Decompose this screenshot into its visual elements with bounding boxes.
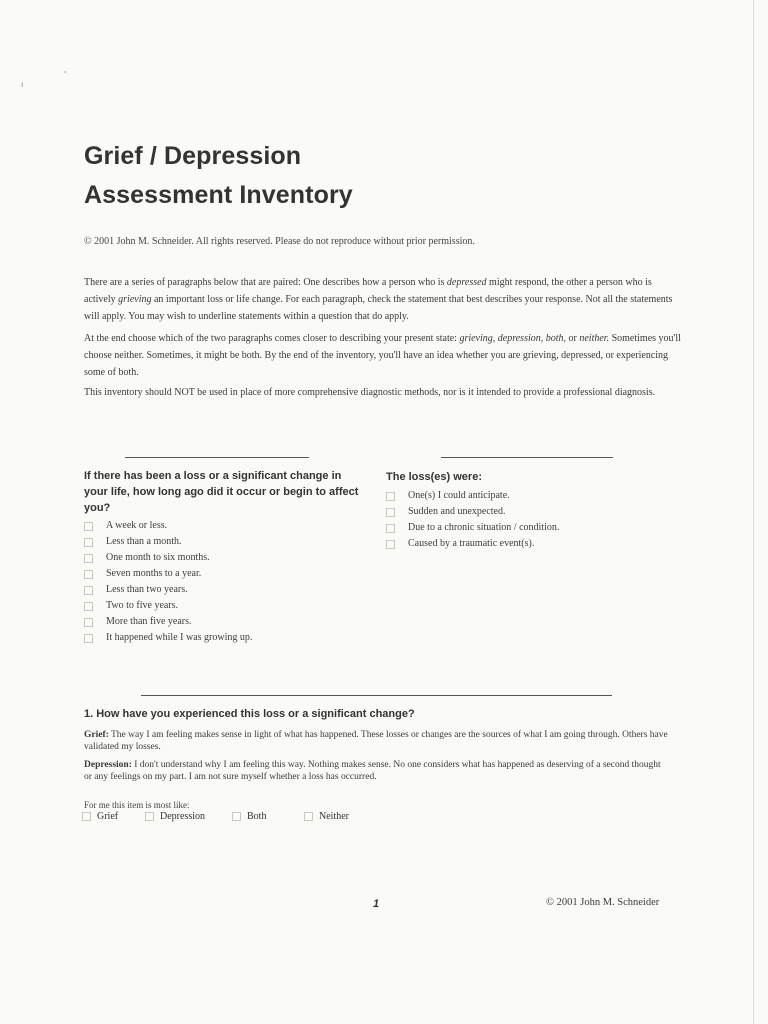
checkbox[interactable] bbox=[386, 524, 395, 533]
neither-checkbox[interactable] bbox=[304, 812, 313, 821]
footer-copyright: © 2001 John M. Schneider bbox=[546, 897, 660, 908]
loss-timing-option-label: A week or less. bbox=[106, 520, 168, 531]
loss-type-option-label: Caused by a traumatic event(s). bbox=[408, 538, 535, 549]
loss-type-option[interactable] bbox=[386, 520, 666, 536]
loss-timing-option-label: Seven months to a year. bbox=[106, 568, 202, 579]
checkbox[interactable] bbox=[386, 540, 395, 549]
checkbox[interactable] bbox=[386, 508, 395, 517]
loss-timing-option[interactable] bbox=[84, 534, 364, 550]
loss-type-options bbox=[386, 488, 666, 552]
page-edge bbox=[753, 0, 754, 1024]
choice-neither[interactable] bbox=[304, 811, 349, 822]
divider-question bbox=[141, 695, 612, 696]
loss-timing-option-label: Two to five years. bbox=[106, 600, 179, 611]
depression-checkbox[interactable] bbox=[145, 812, 154, 821]
loss-timing-option-label: One month to six months. bbox=[106, 552, 210, 563]
checkbox[interactable] bbox=[386, 492, 395, 501]
copyright-notice: © 2001 John M. Schneider. All rights reserved. Please do not reproduce without prior permission. bbox=[84, 236, 475, 247]
loss-timing-option-label: Less than a month. bbox=[106, 536, 182, 547]
choice-both-label: Both bbox=[247, 811, 267, 822]
loss-type-option[interactable] bbox=[386, 536, 666, 552]
divider-right bbox=[441, 457, 613, 458]
choice-neither-label: Neither bbox=[319, 811, 349, 822]
both-checkbox[interactable] bbox=[232, 812, 241, 821]
page-title-line1: Grief / Depression bbox=[84, 142, 302, 170]
divider-left bbox=[125, 457, 309, 458]
choice-grief[interactable] bbox=[82, 811, 118, 822]
grief-checkbox[interactable] bbox=[82, 812, 91, 821]
loss-timing-option[interactable] bbox=[84, 598, 364, 614]
loss-type-option-label: Sudden and unexpected. bbox=[408, 506, 506, 517]
choice-depression-label: Depression bbox=[160, 811, 205, 822]
loss-timing-option-label: More than five years. bbox=[106, 616, 192, 627]
checkbox[interactable] bbox=[84, 538, 93, 547]
loss-timing-options bbox=[84, 518, 364, 646]
loss-timing-option[interactable] bbox=[84, 582, 364, 598]
checkbox[interactable] bbox=[84, 586, 93, 595]
question-1-grief-statement[interactable]: Grief: The way I am feeling makes sense in light of what has happened. These losses or changes are the sources of what I am going through. Others have validated my losses. bbox=[84, 730, 668, 752]
loss-timing-option[interactable] bbox=[84, 518, 364, 534]
intro-paragraph-3: This inventory should NOT be used in place of more comprehensive diagnostic methods, nor is it intended to provide a professional diagnosis. bbox=[84, 387, 656, 398]
checkbox[interactable] bbox=[84, 554, 93, 563]
scan-speck: ' bbox=[64, 70, 67, 79]
loss-type-option-label: Due to a chronic situation / condition. bbox=[408, 522, 560, 533]
page-number: 1 bbox=[373, 898, 380, 910]
checkbox[interactable] bbox=[84, 634, 93, 643]
choice-grief-label: Grief bbox=[97, 811, 119, 822]
loss-timing-option-label: It happened while I was growing up. bbox=[106, 632, 253, 643]
checkbox[interactable] bbox=[84, 618, 93, 627]
loss-timing-option[interactable] bbox=[84, 566, 364, 582]
loss-type-option[interactable] bbox=[386, 488, 666, 504]
loss-timing-option[interactable] bbox=[84, 630, 364, 646]
loss-timing-option-label: Less than two years. bbox=[106, 584, 188, 595]
loss-type-option-label: One(s) I could anticipate. bbox=[408, 490, 510, 501]
checkbox[interactable] bbox=[84, 522, 93, 531]
question-1-heading: 1. How have you experienced this loss or a significant change? bbox=[84, 708, 415, 720]
page-title-line2: Assessment Inventory bbox=[84, 181, 353, 209]
checkbox[interactable] bbox=[84, 570, 93, 579]
question-1-depression-statement[interactable]: Depression: I don't understand why I am feeling this way. Nothing makes sense. No one considers what has happened as deserving of a second thought or any feelings on my part. I am not sure myself whether a loss has occurred. bbox=[84, 760, 661, 782]
checkbox[interactable] bbox=[84, 602, 93, 611]
loss-timing-heading: If there has been a loss or a significant change in your life, how long ago did it occur or begin to affect you? bbox=[84, 470, 359, 514]
intro-paragraph-2: At the end choose which of the two paragraphs comes closer to describing your present state: grieving, depression, both, or neither. Sometimes you'll choose neither. Sometimes, it might be both. By the end of the inventory, you'll have an idea whether you are grieving, depressed, or experiencing some of both. bbox=[84, 333, 681, 378]
most-like-label: For me this item is most like: bbox=[84, 800, 190, 810]
loss-type-option[interactable] bbox=[386, 504, 666, 520]
choice-depression[interactable] bbox=[145, 811, 205, 822]
intro-paragraph-1: There are a series of paragraphs below that are paired: One describes how a person who is depressed might respond, the other a person who is actively grieving an important loss or life change. For each paragraph, check the statement that best describes your response. Not all the statements will apply. You may wish to underline statements within a question that do apply. bbox=[84, 277, 673, 322]
question-1-choices bbox=[82, 811, 382, 825]
loss-timing-option[interactable] bbox=[84, 550, 364, 566]
scan-speck: ı bbox=[21, 80, 24, 89]
choice-both[interactable] bbox=[232, 811, 266, 822]
loss-type-heading: The loss(es) were: bbox=[386, 471, 482, 483]
loss-timing-option[interactable] bbox=[84, 614, 364, 630]
